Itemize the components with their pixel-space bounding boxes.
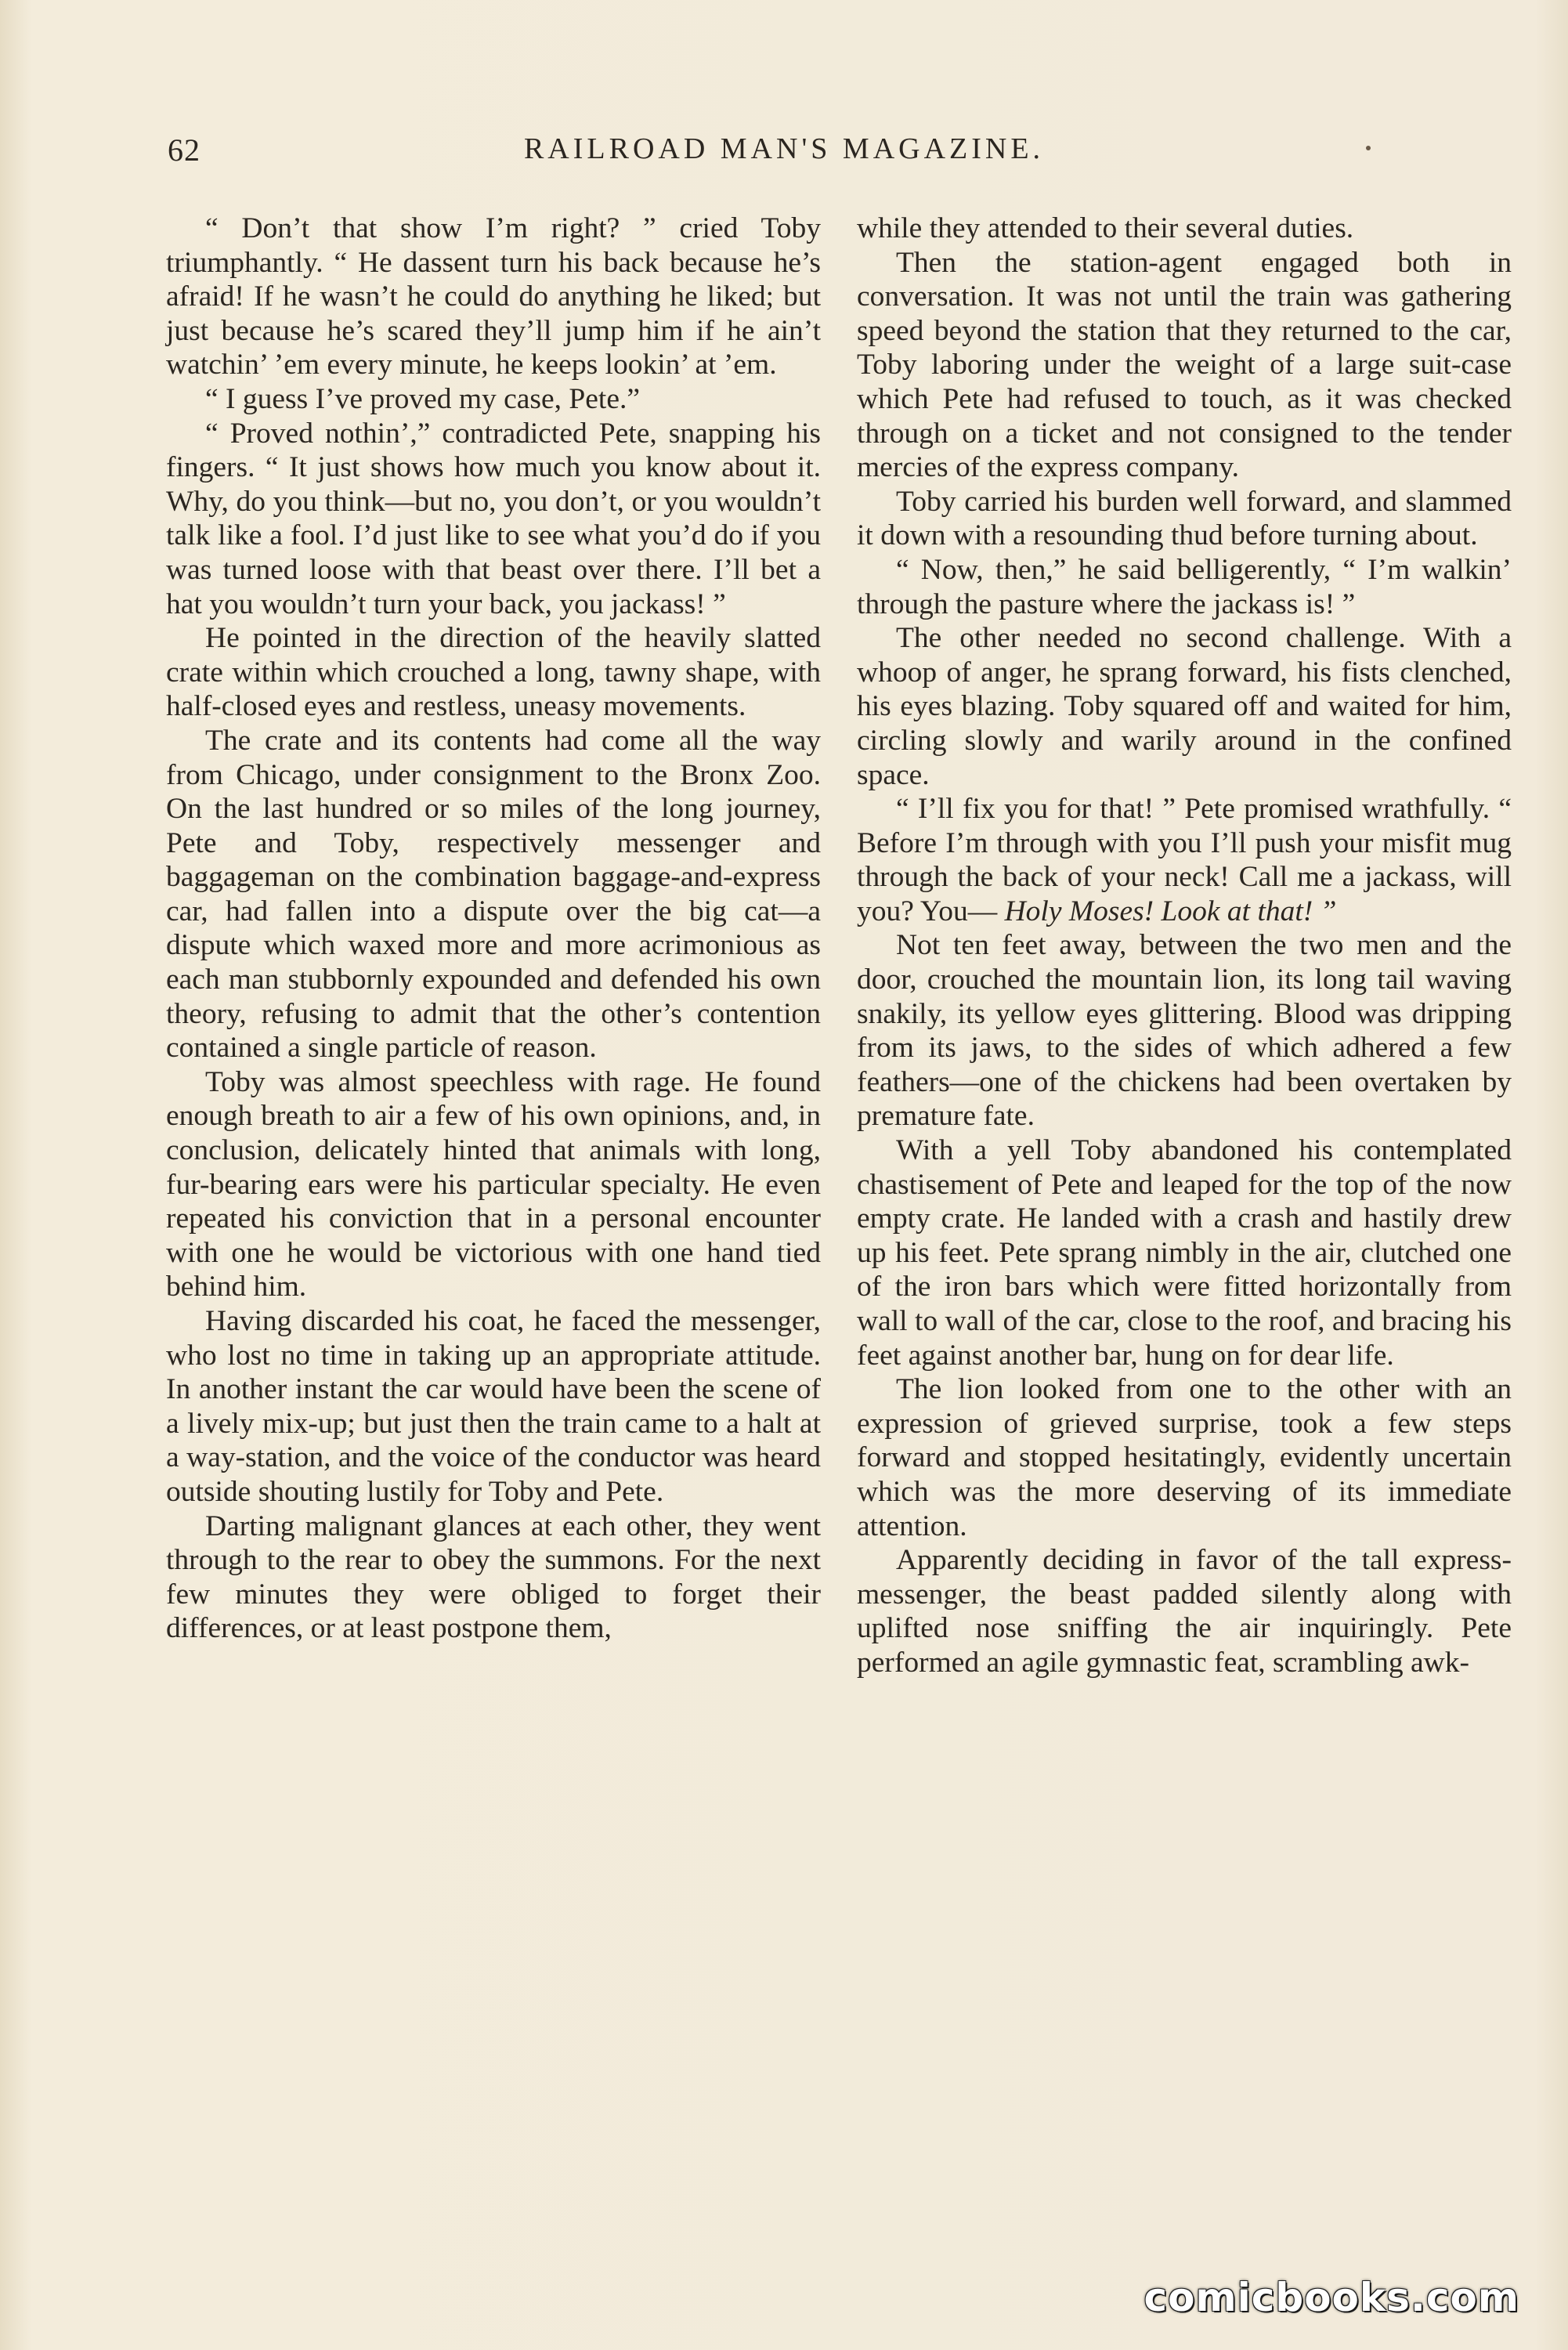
paragraph: With a yell Toby abandoned his contemplated chastisement of Pete and leaped for the top of the now empty crate. He landed with a crash and hastily drew up his feet. Pete sprang nimbly in the air, clutched one of the iron bars which were fitted horizontally from wall to wall of the car, close to the roof, and bracing his feet against another bar, hung on for dear life. (857, 1134, 1512, 1372)
paragraph: “ I guess I’ve proved my case, Pete.” (205, 382, 640, 415)
paragraph: He pointed in the direction of the heavily slatted crate within which crouched a long, tawny shape, with half-closed eyes and restless, uneasy movements. (166, 622, 821, 723)
paragraph: Not ten feet away, between the two men and the door, crouched the mountain lion, its long tail waving snakily, its yellow eyes glittering. Blood was dripping from its jaws, to the sides of which adhered a few feathers—one of the chickens had been overtaken by premature fate. (857, 929, 1512, 1133)
paragraph: The lion looked from one to the other with an expression of grieved surprise, took a few steps forward and stopped hesitatingly, evidently uncertain which was the more deserving of its immediate attention. (857, 1373, 1512, 1542)
paragraph: Toby carried his burden well forward, and slammed it down with a resounding thud before turning about. (857, 485, 1512, 552)
page-number: 62 (168, 132, 201, 168)
left-column (166, 212, 821, 1646)
paragraph-text: “ I’ll fix you for that! ” Pete promised wrathfully. “ Before I’m through with you I’ll push your misfit mug through the back of your neck! Call me a jackass, will you? You— (857, 793, 1512, 927)
paragraph: Then the station-agent engaged both in conversation. It was not until the train was gathering speed beyond the station that they returned to the car, Toby laboring under the weight of a large suit-case which Pete had refused to touch, as it was checked through on a ticket and not consigned to the tender mercies of the express company. (857, 246, 1512, 484)
italic-exclamation: Holy Moses! Look at that! ” (1004, 895, 1337, 927)
paragraph: Having discarded his coat, he faced the messenger, who lost no time in taking up an appropriate attitude. In another instant the car would have been the scene of a lively mix-up; but just then the train came to a halt at a way-station, and the voice of the conductor was heard outside shouting lustily for Toby and Pete. (166, 1305, 821, 1508)
paragraph: Toby was almost speechless with rage. He found enough breath to air a few of his own opinions, and, in conclusion, delicately hinted that animals with long, fur-bearing ears were his particular specialty. He even repeated his conviction that in a personal encounter with one he would be victorious with one hand tied behind him. (166, 1065, 821, 1303)
paragraph-continued: while they attended to their several duties. (857, 212, 1354, 244)
paragraph: “ Now, then,” he said belligerently, “ I’m walkin’ through the pasture where the jackass is! ” (857, 553, 1512, 620)
paragraph: Darting malignant glances at each other, they went through to the rear to obey the summons. For the next few minutes they were obliged to forget their differences, or at least postpone them, (166, 1509, 821, 1645)
paragraph (857, 792, 1512, 928)
page-header (157, 132, 1411, 186)
watermark: comicbooks.com (1143, 2275, 1519, 2320)
running-title: RAILROAD MAN'S MAGAZINE. (523, 132, 1045, 165)
paragraph: “ Proved nothin’,” contradicted Pete, snapping his fingers. “ It just shows how much you know about it. Why, do you think—but no, you don’t, or you wouldn’t talk like a fool. I’d just like to see what you’d do if you was turned loose with that beast over there. I’ll bet a hat you wouldn’t turn your back, you jackass! ” (166, 417, 821, 620)
right-column (857, 212, 1512, 1680)
paragraph: The other needed no second challenge. With a whoop of anger, he sprang forward, his fists clenched, his eyes blazing. Toby squared off and waited for him, circling slowly and warily around in the confined space. (857, 622, 1512, 791)
paragraph: The crate and its contents had come all the way from Chicago, under consignment to the Bronx Zoo. On the last hundred or so miles of the long journey, Pete and Toby, respectively messenger and baggageman on the combination baggage-and-express car, had fallen into a dispute over the big cat—a dispute which waxed more and more acrimonious as each man stubbornly expounded and defended his own theory, refusing to admit that the other’s contention contained a single particle of reason. (166, 724, 821, 1065)
paragraph: Apparently deciding in favor of the tall express-messenger, the beast padded silently along with uplifted nose sniffing the air inquiringly. Pete performed an agile gymnastic feat, scrambling awk- (857, 1544, 1512, 1679)
paragraph: “ Don’t that show I’m right? ” cried Toby triumphantly. “ He dassent turn his back because he’s afraid! If he wasn’t he could do anything he liked; but just because he’s scared they’ll jump him if he ain’t watchin’ ’em every minute, he keeps lookin’ at ’em. (166, 212, 821, 381)
header-dot (1366, 146, 1371, 150)
